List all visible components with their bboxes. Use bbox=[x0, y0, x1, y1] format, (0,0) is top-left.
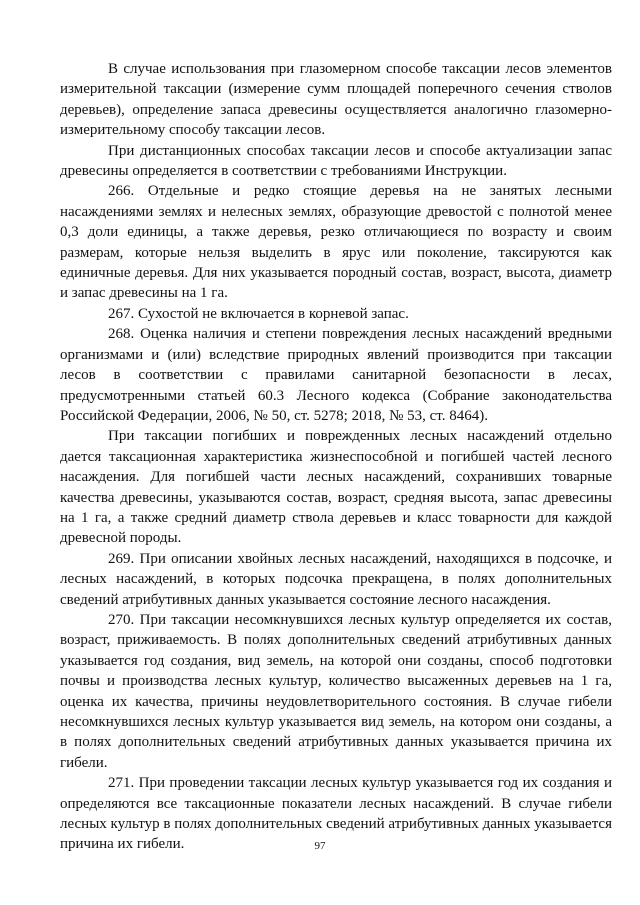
paragraph: 267. Сухостой не включается в корневой запас. bbox=[108, 305, 409, 322]
paragraph: 266. Отдельные и редко стоящие деревья на не занятых лесными насаждениями землях и нелесных землях, образующие древостой с полнотой менее 0,3 доли единицы, а также деревья, резко отличающиеся по возрасту и своим размерам, которые нельзя выделить в ярус или поколение, таксируются как единичные деревья. Для них указывается породный состав, возраст, высота, диаметр и запас древесины на 1 га. bbox=[60, 183, 612, 302]
paragraph: 271. При проведении таксации лесных культур указывается год их создания и определяются все таксационные показатели лесных насаждений. В случае гибели лесных культур в полях дополнительных сведений атрибутивных данных указывается причина их гибели. bbox=[60, 775, 612, 853]
paragraph: При таксации погибших и поврежденных лесных насаждений отдельно дается таксационная характеристика жизнеспособной и погибшей частей лесного насаждения. Для погибшей части лесных насаждений, сохранивших товарные качества древесины, указываются состав, возраст, средняя высота, запас древесины на 1 га, а также средний диаметр ствола деревьев и класс товарности для каждой древесной породы. bbox=[60, 428, 612, 547]
paragraph: 269. При описании хвойных лесных насаждений, находящихся в подсочке, и лесных насаждений, в которых подсочка прекращена, в полях дополнительных сведений атрибутивных данных указывается состояние лесного насаждения. bbox=[60, 550, 612, 608]
paragraph: 270. При таксации несомкнувшихся лесных культур определяется их состав, возраст, приживаемость. В полях дополнительных сведений атрибутивных данных указывается год создания, вид земель, на которой они созданы, способ подготовки почвы и производства лесных культур, количество высаженных деревьев на 1 га, оценка их качества, причины неудовлетворительного состояния. В случае гибели несомкнувшихся лесных культур указывается вид земель, на котором они созданы, а в полях дополнительных сведений атрибутивных данных указывается причина их гибели. bbox=[60, 611, 612, 771]
paragraph: При дистанционных способах таксации лесов и способе актуализации запас древесины определяется в соответствии с требованиями Инструкции. bbox=[60, 142, 612, 180]
document-body bbox=[60, 59, 612, 855]
paragraph: 268. Оценка наличия и степени повреждения лесных насаждений вредными организмами и (или) вследствие природных явлений производится при таксации лесов в соответствии с правилами санитарной безопасности в лесах, предусмотренными статьей 60.3 Лесного кодекса (Собрание законодательства Российской Федерации, 2006, № 50, ст. 5278; 2018, № 53, ст. 8464). bbox=[60, 326, 612, 424]
page-number: 97 bbox=[314, 840, 326, 852]
paragraph: В случае использования при глазомерном способе таксации лесов элементов измерительной таксации (измерение сумм площадей поперечного сечения стволов деревьев), определение запаса древесины осуществляется аналогично глазомерно-измерительному способу таксации лесов. bbox=[60, 61, 612, 139]
